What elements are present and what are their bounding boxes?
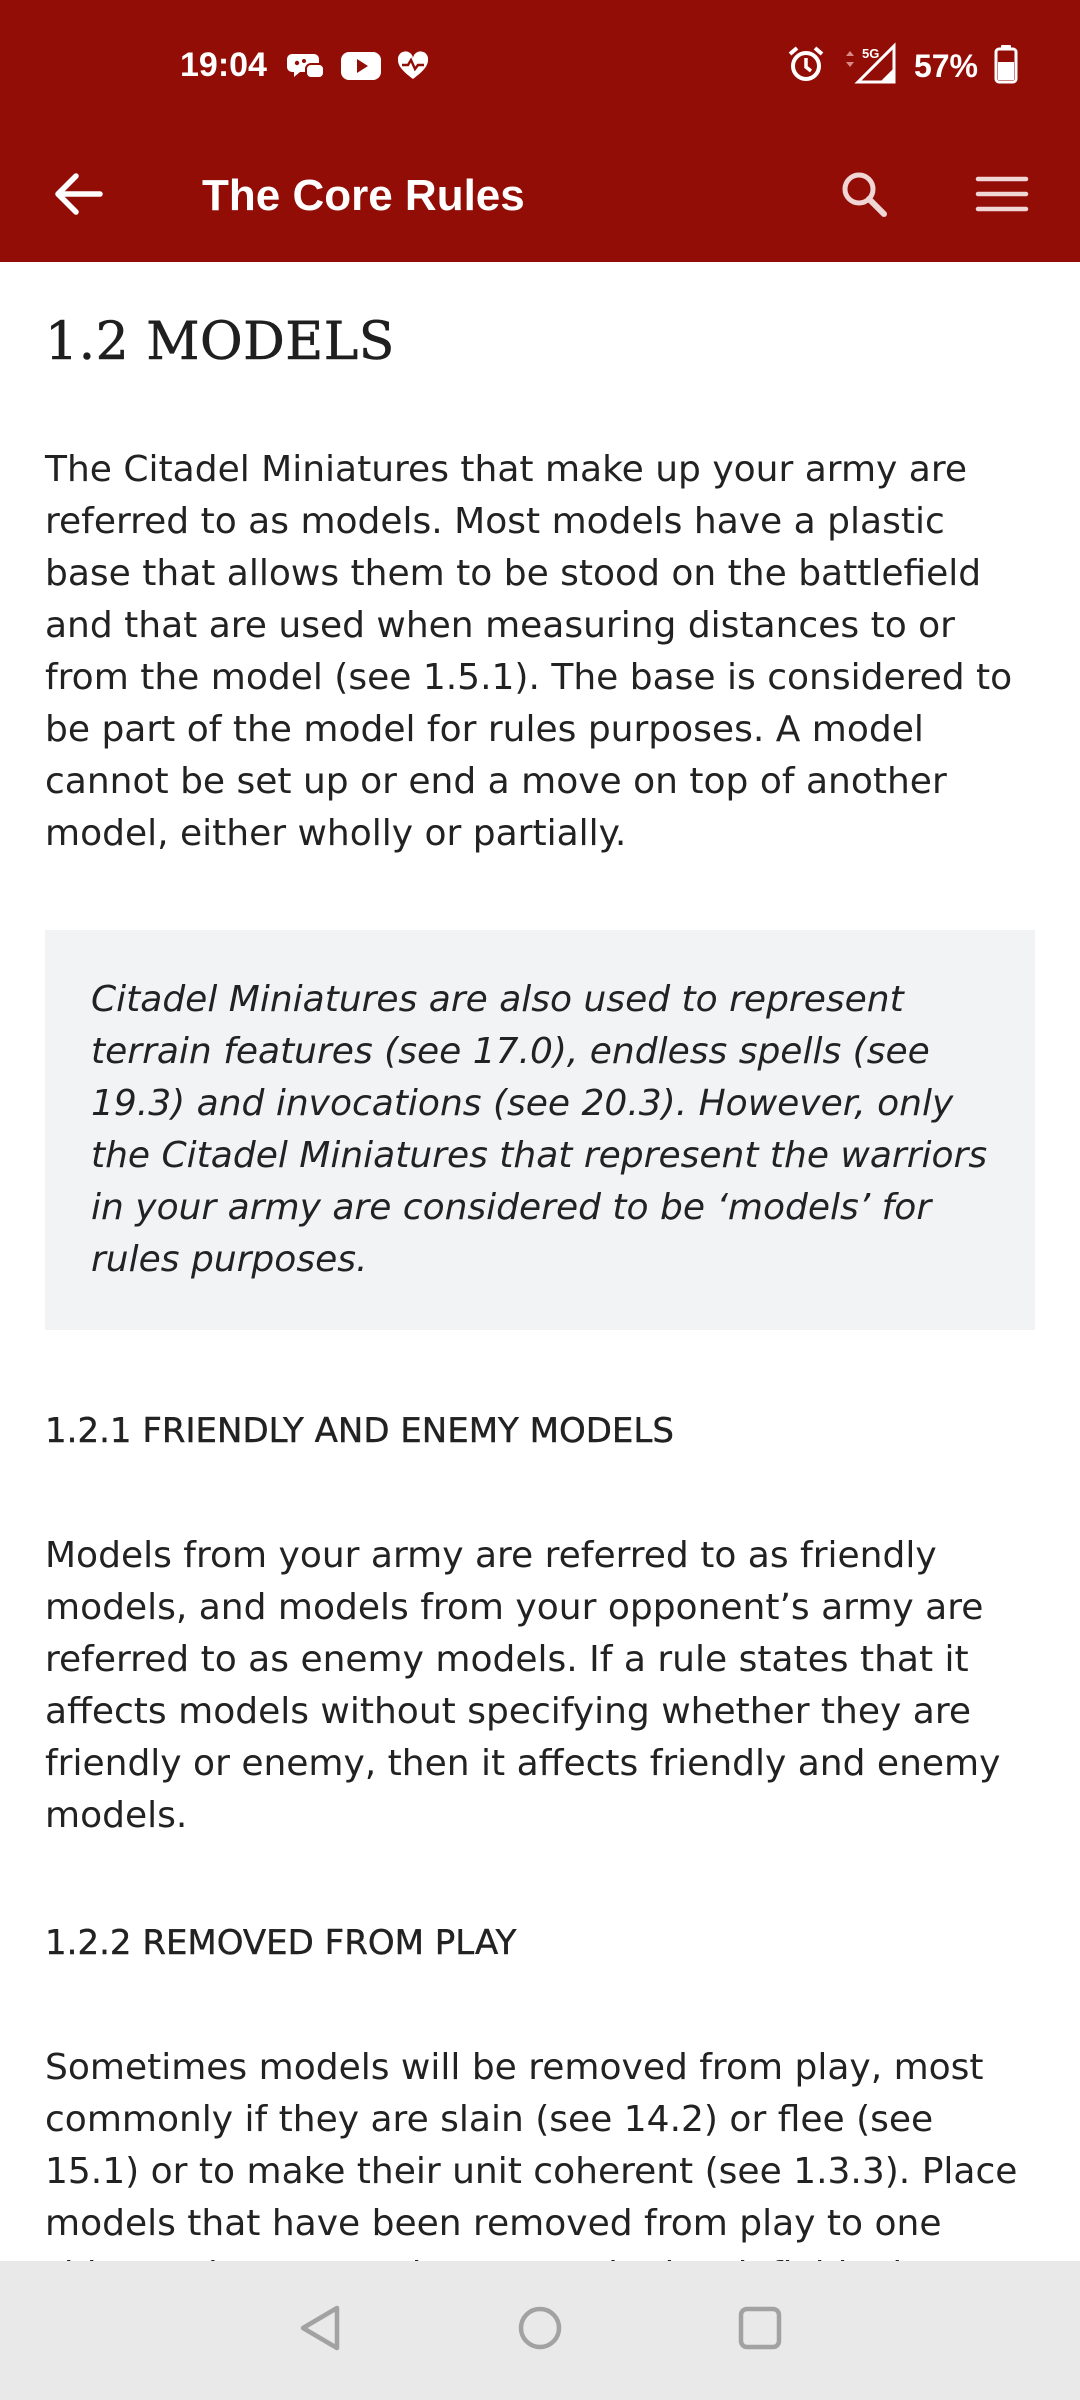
notification-icons bbox=[286, 48, 430, 88]
designer-note-callout bbox=[45, 930, 1035, 1330]
subsection-text-friendly-enemy: Models from your army are referred to as friendly models, and models from your opponent’s army are referred to as enemy models. If a rule states that it affects models without specifying whether they are friendly or enemy, then it affects friendly and enemy models. bbox=[45, 1535, 1001, 1836]
subsection-heading-removed-from-play: 1.2.2 REMOVED FROM PLAY bbox=[45, 1923, 517, 1963]
intro-paragraph: The Citadel Miniatures that make up your army are referred to as models. Most models have a plastic base that allows them to be stood on the battlefield and that are used when measuring distances to or from the model (see 1.5.1). The base is considered to be part of the model for rules purposes. A model cannot be set up or end a move on top of another model, either wholly or partially. bbox=[45, 449, 1013, 854]
5g-signal-icon bbox=[842, 44, 898, 88]
app-bar bbox=[0, 130, 1080, 262]
triangle-back-icon bbox=[297, 2303, 343, 2357]
system-status-icons bbox=[786, 44, 1018, 88]
nav-home-button[interactable] bbox=[505, 2295, 575, 2365]
heart-rate-icon bbox=[396, 50, 430, 86]
rules-content[interactable] bbox=[0, 262, 1080, 2261]
square-recents-icon bbox=[735, 2303, 785, 2357]
subsection-heading-friendly-enemy: 1.2.1 FRIENDLY AND ENEMY MODELS bbox=[45, 1411, 674, 1451]
nav-back-button[interactable] bbox=[285, 2295, 355, 2365]
page-title: The Core Rules bbox=[202, 171, 525, 220]
youtube-icon bbox=[340, 50, 382, 86]
menu-button[interactable] bbox=[964, 158, 1040, 234]
search-button[interactable] bbox=[826, 158, 902, 234]
status-bar bbox=[0, 0, 1080, 130]
subsection-text-removed-from-play: Sometimes models will be removed from play, most commonly if they are slain (see 14.2) or flee (see 15.1) or to make their unit coherent (see 1.3.3). Place models that have been removed from play to one bbox=[45, 2047, 1018, 2244]
callout-text: Citadel Miniatures are also used to represent terrain features (see 17.0), endless spells (see 19.3) and invocations (see 20.3). However, only the Citadel Miniatures that represent the warriors in your army are considered to be ‘models’ for rules purposes. bbox=[91, 979, 988, 1280]
game-controller-chat-icon bbox=[286, 48, 326, 88]
alarm-icon bbox=[786, 44, 826, 88]
rules-article bbox=[0, 306, 1080, 2354]
status-time: 19:04 bbox=[180, 46, 267, 84]
system-navigation-bar bbox=[0, 2261, 1080, 2400]
back-button[interactable] bbox=[40, 158, 116, 234]
network-type: 5G bbox=[861, 46, 880, 61]
section-title: 1.2 MODELS bbox=[45, 312, 395, 372]
arrow-left-icon bbox=[52, 172, 104, 220]
battery-icon bbox=[994, 44, 1018, 88]
battery-percentage: 57% bbox=[913, 47, 978, 84]
hamburger-menu-icon bbox=[975, 174, 1029, 218]
search-icon bbox=[838, 168, 890, 224]
nav-recents-button[interactable] bbox=[725, 2295, 795, 2365]
circle-home-icon bbox=[515, 2303, 565, 2357]
